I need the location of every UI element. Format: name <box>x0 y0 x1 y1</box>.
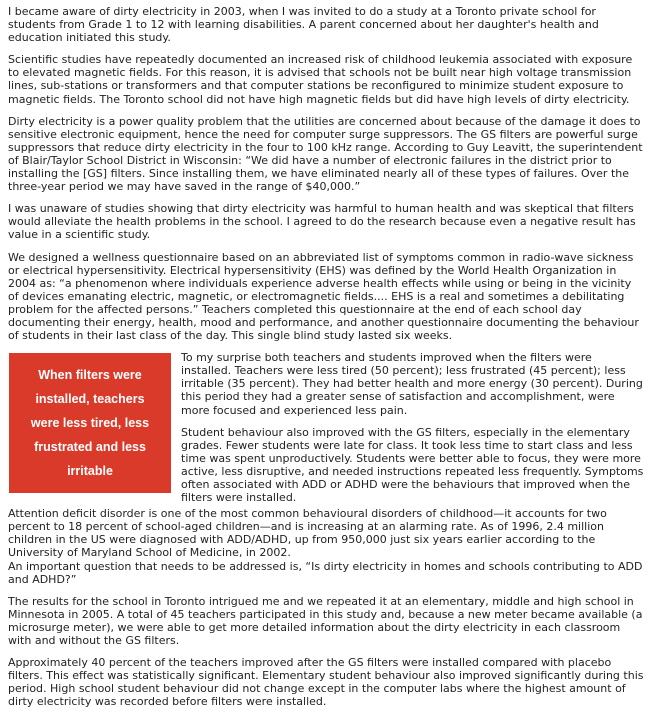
paragraph-add-statistics: Attention deficit disorder is one of the most common behavioural disorders of childhood—it accounts for two percent to 18 percent of school-aged children—and is increasing at an alarming rate. As of 1996, 2.4 million children in the US were diagnosed with ADD/ADHD, up from 950,000 just six years earlier according to the University of Maryland School of Medicine, in 2002. <box>8 507 607 560</box>
paragraph-questionnaire: We designed a wellness questionnaire based on an abbreviated list of symptoms common in radio-wave sickness or electrical hypersensitivity. Electrical hypersensitivity (EHS) was defined by the World Health Organization in 2004 as: “a phenomenon where individuals experience adverse health effects while using or being in the vicinity of devices emanating electric, magnetic, or electromagnetic fields.... EHS is a real and sometimes a debilitating problem for the affected persons.” Teachers completed this questionnaire at the end of each school day documenting their energy, health, mood and performance, and another questionnaire documenting the behaviour of students in their last class of the day. This single blind study lasted six weeks. <box>8 250 639 343</box>
paragraph-important-question: An important question that needs to be addressed is, “Is dirty electricity in homes and schools contributing to ADD and ADHD?” <box>8 559 643 586</box>
pull-quote-box <box>9 353 171 493</box>
side-text-column <box>181 351 644 504</box>
paragraph-dirty-electricity-definition: Dirty electricity is a power quality problem that the utilities are concerned about because of the damage it does to sensitive electronic equipment, hence the need for computer surge suppressors. The GS filters are powerful surge suppressors that reduce dirty electricity in the four to 100 kHz range. According to Guy Leavitt, the superintendent of Blair/Taylor School District in Wisconsin: “We did have a number of electronic failures in the district prior to installing the [GS] filters. Since installing them, we have eliminated nearly all of these types of failures. Over the three-year period we may have saved in the range of $40,000.” <box>8 114 643 194</box>
paragraph-skepticism: I was unaware of studies showing that dirty electricity was harmful to human health and was skeptical that filters would alleviate the health problems in the school. I agreed to do the research because even a negative result has value in a scientific study. <box>8 202 636 242</box>
paragraph-leukemia-risk: Scientific studies have repeatedly documented an increased risk of childhood leukemia associated with exposure to elevated magnetic fields. For this reason, it is advised that schools not be built near high voltage transmission lines, sub-stations or transformers and that computer stations be reconfigured to minimize student exposure to magnetic fields. The Toronto school did not have high magnetic fields but did have high levels of dirty electricity. <box>8 53 633 106</box>
pull-quote-text: When filters were installed, teachers were less tired, less frustrated and less irritable <box>30 368 150 479</box>
callout-row <box>8 351 644 504</box>
paragraph-minnesota-study: The results for the school in Toronto intrigued me and we repeated it at an elementary, middle and high school in Minnesota in 2005. A total of 45 teachers participated in this study and, because a new meter became available (a microsurge meter), we were able to get more detailed information about the dirty electricity in each classroom with and without the GS filters. <box>8 594 643 648</box>
paragraph-teacher-results: To my surprise both teachers and students improved when the filters were installed. Teachers were less tired (50 percent); less frustrated (45 percent); less irritable (35 percent). They had better health and more energy (30 percent). During this period they had a greater sense of satisfaction and accomplishment, were more focused and experienced less pain. <box>181 351 643 417</box>
paragraph-student-behaviour: Student behaviour also improved with the GS filters, especially in the elementary grades. Fewer students were late for class. It took less time to start class and less time was spent unproductively. Students were better able to focus, they were more active, less disruptive, and needed instructions repeated less frequently. Symptoms often associated with ADD or ADHD were the behaviours that improved when the filters were installed. <box>181 425 644 505</box>
paragraph-intro: I became aware of dirty electricity in 2003, when I was invited to do a study at a Toronto private school for students from Grade 1 to 12 with learning disabilities. A parent concerned about her daughter's health and education initiated this study. <box>8 5 599 45</box>
paragraph-results-summary: Approximately 40 percent of the teachers improved after the GS filters were installed compared with placebo filters. This effect was statistically significant. Elementary student behaviour also improved significantly during this period. High school student behaviour did not change except in the computer labs where the highest amount of dirty electricity was recorded before filters were installed. <box>8 656 644 709</box>
